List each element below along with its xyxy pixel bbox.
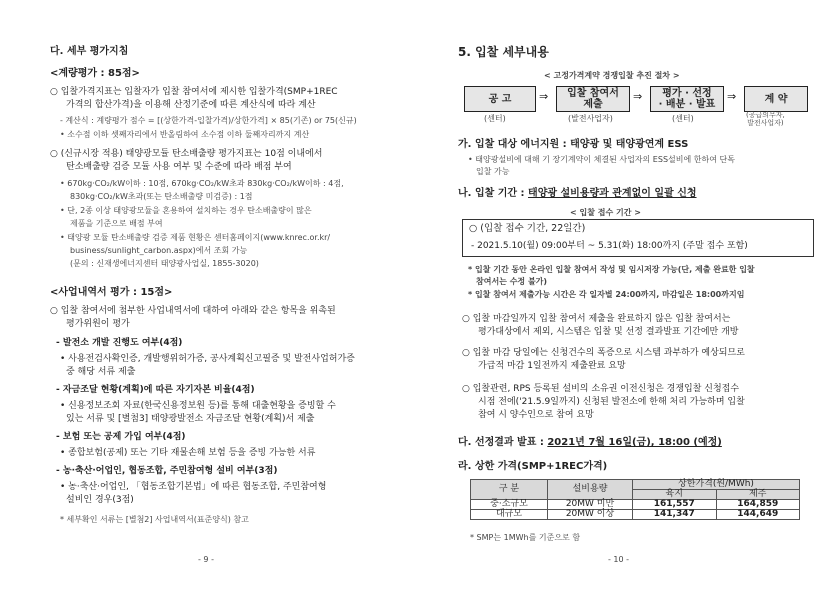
bullet-line: • 단, 2종 이상 태양광모듈을 혼용하여 설치하는 경우 탄소배출량이 많은: [60, 206, 312, 215]
paragraph-line: ○ 입찰관련, RPS 등록된 설비의 소유권 이전신청은 경쟁입찰 신청접수: [462, 384, 740, 394]
bullet-line: • 신용정보조회 자료(한국신용정보원 등)를 통해 대출현황을 증빙할 수: [60, 401, 336, 411]
paragraph-line: 탄소배출량 검증 모듈 사용 여부 및 수준에 따라 배점 부여: [66, 162, 292, 172]
bullet-line: business/sunlight_carbon.aspx)에서 조회 가능: [70, 246, 248, 255]
header-price: 상한가격(원/MWh): [633, 480, 800, 490]
period-caption: < 입찰 접수 기간 >: [570, 208, 641, 217]
bullet-line: 설비인 경우(3점): [66, 495, 134, 505]
note-line: * 입찰 기간 동안 온라인 입찰 참여서 작성 및 임시저장 가능(단, 제출 완료한 입찰: [468, 265, 755, 274]
formula-line: - 계산식 : 계량평가 점수 = [(상한가격-입찰가격)/상한가격] × 85(기존) or 75(신규): [60, 116, 357, 125]
section-da: 다. 선정결과 발표 : 2021년 7월 16일(금), 18:00 (예정): [458, 437, 722, 448]
bullet-line: • 670kg·CO₂/kW이하 : 10점, 670kg·CO₂/kW초과 830kg·CO₂/kW이하 : 4점,: [60, 179, 344, 188]
note-line: 참여서는 수정 불가): [476, 277, 548, 286]
paragraph-line: 시점 전에('21.5.9일까지) 신청된 발전소에 한해 처리 가능하며 입찰: [478, 397, 745, 407]
flow-sub: (센터): [672, 114, 694, 123]
bullet-line: (문의 : 신재생에너지센터 태양광사업실, 1855-3020): [70, 259, 259, 268]
paragraph-line: 평가위원이 평가: [66, 319, 130, 329]
flow-sub: (발전사업자): [568, 114, 613, 123]
flow-step-announce: 공 고: [464, 86, 536, 112]
paragraph-line: ○ (신규시장 적용) 태양광모듈 탄소배출량 평가지표는 10점 이내에서: [50, 149, 323, 159]
section-ga: 가. 입찰 대상 에너지원 : 태양광 및 태양광연계 ESS: [458, 139, 689, 150]
cell: 164,859: [716, 500, 800, 510]
paragraph-line: 가급적 마감 1일전까지 제출완료 요망: [478, 361, 626, 371]
header-capacity: 설비용량: [548, 480, 633, 500]
bullet-line: • 사용전검사확인증, 개발행위허가증, 공사계획신고필증 및 발전사업허가증: [60, 354, 355, 364]
bullet-line: 830kg·CO₂/kW초과(또는 탄소배출량 미검증) : 1점: [70, 192, 253, 201]
bullet-line: • 소수점 이하 셋째자리에서 반올림하여 소수점 이하 둘째자리까지 계산: [60, 130, 310, 139]
right-page: [418, 0, 835, 591]
note-line: * 세부확인 서류는 [별첨2] 사업내역서(표준양식) 참고: [60, 515, 249, 524]
bullet-line: 제품을 기준으로 배점 부여: [70, 219, 163, 228]
arrow-right-icon: ⇒: [633, 90, 643, 103]
paragraph-line: ○ 입찰 마감일까지 입찰 참여서 제출을 완료하지 않은 입찰 참여서는: [462, 314, 731, 324]
paragraph-line: 참여 시 양수인으로 참여 요망: [478, 410, 594, 420]
page-number: - 9 -: [198, 555, 214, 564]
eval-item: - 보험 또는 공제 가입 여부(4점): [56, 432, 186, 442]
period-line: ○ (입찰 접수 기간, 22일간): [469, 223, 586, 234]
header-type: 구 분: [471, 480, 548, 500]
flow-sub: (공급의무자, 발전사업자): [746, 111, 785, 127]
paragraph-line: 가격의 합산가격)을 이용해 산정기준에 따른 계산식에 따라 계산: [66, 100, 316, 110]
table-note: * SMP는 1MWh를 기준으로 함: [470, 533, 581, 542]
paragraph-line: ○ 입찰 참여서에 첨부한 사업내역서에 대하여 아래와 같은 항목을 위촉된: [50, 306, 336, 316]
paragraph-line: ○ 입찰가격지표는 입찰자가 입찰 참여서에 제시한 입찰가격(SMP+1REC: [50, 87, 338, 97]
cell: 161,557: [633, 500, 717, 510]
arrow-right-icon: ⇒: [727, 90, 737, 103]
business-eval-title: <사업내역서 평가 : 15점>: [50, 287, 173, 298]
cell: 대규모: [471, 510, 548, 520]
bullet-line: 있는 서류 및 [별첨3] 태양광발전소 자금조달 현황(계획)서 제출: [66, 414, 315, 424]
bullet-line: • 태양광 모듈 탄소배출량 검증 제품 현황은 센터홈페이지(www.knrec.or.kr/: [60, 233, 331, 242]
quantitative-eval-title: <계량평가 : 85점>: [50, 68, 140, 79]
page-number: - 10 -: [608, 555, 630, 564]
header-jeju: 제주: [716, 490, 800, 500]
section-title: 다. 세부 평가지침: [50, 46, 129, 57]
flow-sub: (센터): [484, 114, 506, 123]
eval-item: - 자금조달 현황(계획)에 따른 자기자본 비율(4점): [56, 385, 255, 395]
flow-step-submit: 입찰 참여서 제출: [556, 86, 630, 112]
section-na: 나. 입찰 기간 : 태양광 설비용량과 관계없이 일괄 신청: [458, 188, 697, 199]
period-line: - 2021.5.10(월) 09:00부터 ~ 5.31(화) 18:00까지 (주말 접수 포함): [471, 241, 748, 251]
bullet-line: • 종합보험(공제) 또는 기타 재물손해 보험 등을 증빙 가능한 서류: [60, 448, 316, 458]
bullet-line: 중 해당 서류 제출: [66, 367, 136, 377]
cell: 141,347: [633, 510, 717, 520]
bullet-line: • 태양광설비에 대해 기 장기계약이 체결된 사업자의 ESS설비에 한하여 단독: [468, 155, 735, 164]
eval-item: - 발전소 개발 진행도 여부(4점): [56, 338, 183, 348]
price-cap-table: [470, 479, 800, 520]
header-land: 육지: [633, 490, 717, 500]
flow-step-contract: 계 약: [744, 86, 808, 112]
cell: 중·소규모: [471, 500, 548, 510]
page-title: 5. 입찰 세부내용: [458, 45, 549, 59]
flow-caption: < 고정가격계약 경쟁입찰 추진 절차 >: [544, 71, 680, 80]
arrow-right-icon: ⇒: [539, 90, 549, 103]
flow-step-evaluate: 평가 · 선정 · 배분 · 발표: [650, 86, 724, 112]
paragraph-line: 평가대상에서 제외, 시스템은 입찰 및 선정 결과발표 기간에만 개방: [478, 327, 739, 337]
bullet-line: • 농·축산·어업인, 「협동조합기본법」에 따른 협동조합, 주민참여형: [60, 482, 327, 492]
cell: 144,649: [716, 510, 800, 520]
table-row: [471, 500, 800, 510]
eval-item: - 농·축산·어업인, 협동조합, 주민참여형 설비 여부(3점): [56, 466, 278, 476]
period-box: [462, 219, 814, 257]
cell: 20MW 이상: [548, 510, 633, 520]
left-page: [0, 0, 417, 591]
table-row: [471, 510, 800, 520]
paragraph-line: ○ 입찰 마감 당일에는 신청건수의 폭증으로 시스템 과부하가 예상되므로: [462, 348, 745, 358]
section-ra: 라. 상한 가격(SMP+1REC가격): [458, 461, 608, 472]
cell: 20MW 미만: [548, 500, 633, 510]
note-line: * 입찰 참여서 제출가능 시간은 각 일자별 24:00까지, 마감일은 18:00까지임: [468, 290, 745, 299]
bullet-line: 입찰 가능: [476, 167, 510, 176]
